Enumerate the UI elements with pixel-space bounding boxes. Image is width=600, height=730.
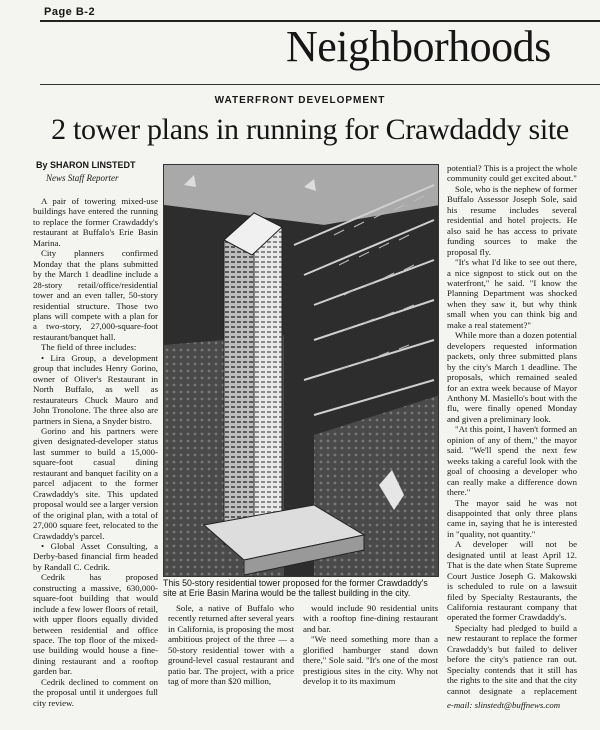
paragraph: The field of three includes:	[41, 342, 137, 353]
paragraph: Sole, a native of Buffalo who recently returned after several years in California, is proposing the most ambitious project of the three — a 50-story residential tower with a ground-level casual restaurant and patio bar. The project, with a price tag of more than $20 million,	[168, 603, 294, 687]
kicker: WATERFRONT DEVELOPMENT	[214, 95, 386, 106]
paragraph: The mayor said he was not disappointed that only three plans came in, saying that he is interested in "quality, not quantity."	[447, 497, 577, 539]
paragraph: potential? This is a project the whole community could get excited about."	[447, 163, 577, 184]
paragraph: would include 90 residential units with a rooftop fine-dining restaurant and bar.	[303, 603, 438, 634]
reporter-email: e-mail: slinstedt@buffnews.com	[447, 700, 561, 710]
page-number-label: Page B-2	[44, 6, 96, 18]
paragraph: A developer will not be designated until at least April 12. That is the date when State Supreme Court Justice Joseph G. Makowski is scheduled to rule on a lawsuit filed by Specialty Restaurants, the California restaurant company that operated the former Crawdaddy's.	[447, 539, 577, 623]
paragraph: Specialty had pledged to build a new restaurant to replace the former Crawdaddy's but failed to deliver before the city's patience ran out. Specialty contends that it still has the rights to the site and that the city cannot designate a replacement	[447, 622, 577, 696]
paragraph: Gorino and his partners were given designated-developer status last summer to build a 15,000-square-foot casual dining restaurant and banquet facility on a parcel adjacent to the former Crawdaddy's site. This updated proposal would see a larger version of the original plan, with a total of 27,000 square feet, relocated to the Crawdaddy's parcel.	[33, 425, 158, 541]
section-rule	[40, 84, 600, 85]
paragraph: Cedrik has proposed constructing a massive, 630,000-square-foot building that would include a few lower floors of retail, with upper floors equally divided between residential and office space. The top floor of the mixed-use building would house a fine-dining restaurant and a rooftop garden bar.	[33, 572, 158, 677]
byline-name: By SHARON LINSTEDT	[36, 160, 136, 170]
paragraph: Cedrik declined to comment on the proposal until it undergoes full city review.	[33, 676, 158, 708]
paragraph: • Global Asset Consulting, a Derby-based financial firm headed by Randall C. Cedrik.	[33, 540, 158, 572]
paragraph: A pair of towering mixed-use buildings have entered the running to replace the former Crawdaddy's restaurant at Buffalo's Erie Basin Marina.	[33, 196, 158, 248]
article-column-4	[447, 163, 577, 698]
paragraph: "At this point, I haven't formed an opinion of any of them," the mayor said. "We'll spend the next few weeks taking a careful look with the goal of choosing a developer who can really make a difference down there."	[447, 424, 577, 498]
headline: 2 tower plans in running for Crawdaddy site	[51, 113, 569, 146]
paragraph: Sole, who is the nephew of former Buffalo Assessor Joseph Sole, said his resume includes several residential and hotel projects. He also said he has access to private funding sources to make the proposal fly.	[447, 183, 577, 257]
tower-rendering-photo	[163, 164, 439, 577]
paragraph: • Lira Group, a development group that includes Henry Gorino, owner of Oliver's Restaurant in North Buffalo, as well as restaurateurs Chuck Mauro and John Tronolone. The three also are partners in Siena, a Snyder bistro.	[33, 352, 158, 426]
byline-role: News Staff Reporter	[46, 173, 119, 183]
article-column-2	[168, 603, 294, 703]
paragraph: "We need something more than a glorified hamburger stand down there," Sole said. "It's one of the most prestigious sites in the city. Why not develop it to its maximum	[303, 634, 438, 687]
paragraph: "It's what I'd like to see out there, a nice signpost to stick out on the waterfront," he said. "I know the Planning Department was shocked when they saw it, but why think small when you can think big and make a real statement?"	[447, 257, 577, 330]
tower-rendering-illustration	[164, 165, 439, 577]
photo-caption: This 50-story residential tower proposed for the former Crawdaddy's site at Erie Basin Marina would be the tallest building in the city.	[163, 578, 428, 598]
paragraph: City planners confirmed Monday that the plans submitted by the March 1 deadline include a 28-story retail/office/residential tower and an even taller, 50-story residential structure. Those two plans will compete with a plan for a two-story, 27,000-square-foot restaurant/banquet hall.	[33, 248, 158, 342]
section-title: Neighborhoods	[286, 22, 551, 71]
paragraph: While more than a dozen potential developers requested information packets, only three submitted plans by the city's March 1 deadline. The proposals, which remained sealed for an extra week because of Mayor Anthony M. Masiello's bout with the flu, were finally opened Monday and given a preliminary look.	[447, 330, 577, 424]
article-column-3	[303, 603, 438, 703]
article-column-1	[33, 196, 158, 708]
